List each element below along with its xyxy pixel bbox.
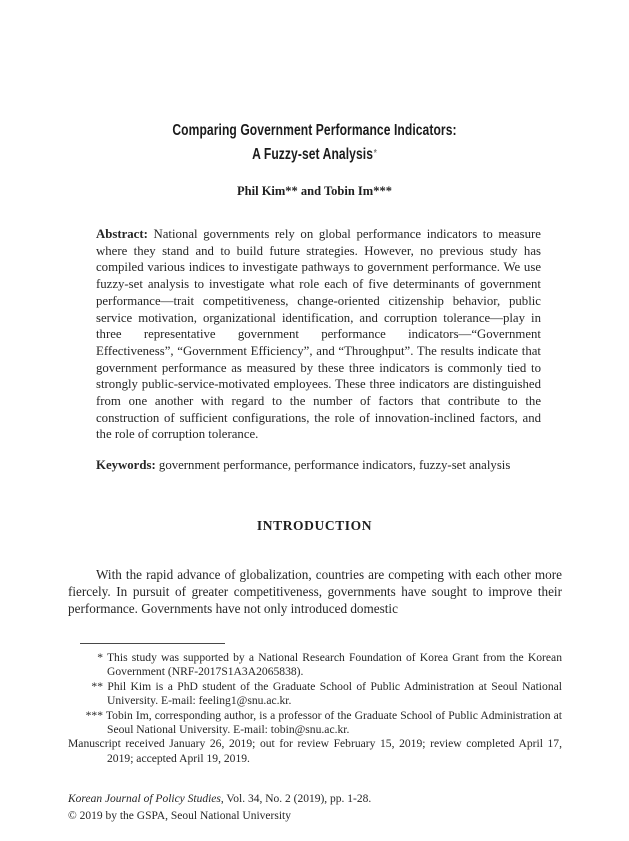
paper-title-text-1: Comparing Government Performance Indicators:: [172, 122, 457, 139]
abstract-label: Abstract:: [96, 227, 148, 241]
title-footnote-marker: *: [373, 148, 377, 159]
abstract-text: National governments rely on global performance indicators to measure where they stand and to build future strategies. However, no previous study has compiled various indices to investigate pathways to government performance. We use fuzzy-set analysis to investigate what role each of five determinants of government performance—trait competitiveness, change-oriented citizenship behavior, public service motivation, organizational identification, and corruption tolerance—play in three representative government performance indicators—“Government Effectiveness”, “Government Efficiency”, and “Throughput”. The results indicate that government performance as measured by these three indicators is commonly tied to strongly public-service-motivated employees. These three indicators are distinguished from one another with regard to the number of factors that contribute to the construction of sufficient configurations, the role of innovation-inclined factors, and the role of corruption tolerance.: [96, 227, 541, 442]
keywords-label: Keywords:: [96, 458, 156, 472]
footnote-marker: ***: [85, 708, 103, 722]
manuscript-history: Manuscript received January 26, 2019; out for review February 15, 2019; review completed April 17, 2019; accepted April 19, 2019.: [68, 737, 562, 765]
copyright-line: © 2019 by the GSPA, Seoul National University: [68, 809, 291, 822]
footnote-item-author-2: [68, 709, 562, 738]
paper-title-line-2: [69, 142, 560, 166]
footnote-text: Tobin Im, corresponding author, is a professor of the Graduate School of Public Administration at Seoul National University. E-mail: tobin@snu.ac.kr.: [105, 708, 562, 737]
introduction-paragraph: With the rapid advance of globalization, countries are competing with each other more fiercely. In pursuit of greater competitiveness, governments have sought to improve their performance. Governments have not only introduced domestic: [68, 567, 562, 617]
journal-name: Korean Journal of Policy Studies: [68, 793, 221, 805]
footnote-text: This study was supported by a National Research Foundation of Korea Grant from the Korean Government (NRF-2017S1A3A2065838).: [106, 651, 562, 679]
journal-citation-rest: , Vol. 34, No. 2 (2019), pp. 1-28.: [220, 793, 372, 805]
footnote-separator-rule: [80, 643, 225, 644]
paper-title: [0, 119, 629, 166]
paper-title-text-2: A Fuzzy-set Analysis: [252, 146, 374, 163]
section-heading-introduction: INTRODUCTION: [256, 518, 373, 533]
keywords-text: government performance, performance indicators, fuzzy-set analysis: [158, 458, 511, 472]
authors-line: Phil Kim** and Tobin Im***: [237, 184, 392, 198]
footnote-item-author-1: [68, 680, 562, 709]
abstract-block: [96, 226, 541, 443]
footnote-marker: **: [91, 679, 103, 693]
paper-title-line-1: [69, 119, 560, 142]
footnote-marker: *: [97, 651, 103, 664]
keywords-block: [96, 457, 542, 474]
footnotes-block: [68, 651, 562, 766]
journal-citation-line: [68, 791, 562, 808]
footnote-text: Phil Kim is a PhD student of the Graduate School of Public Administration at Seoul National University. E-mail: feeling1@snu.ac.kr.: [107, 679, 562, 708]
journal-citation-block: [68, 791, 562, 824]
footnote-item-funding: [68, 651, 562, 680]
